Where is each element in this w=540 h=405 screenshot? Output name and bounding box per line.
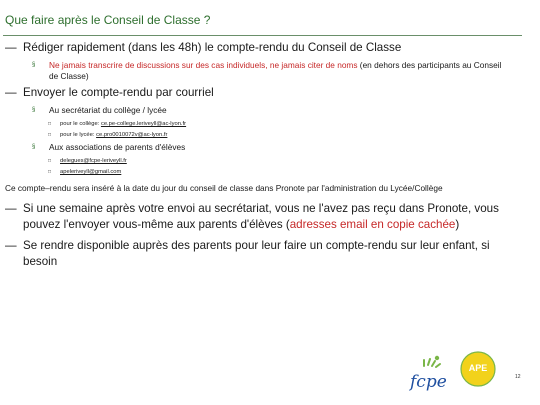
page-title: Que faire après le Conseil de Classe ? [5,13,211,27]
item-redact [5,41,525,55]
dash-marker: — [5,41,17,54]
fcpe-logo-icon [408,351,498,391]
bullet-marker: § [32,62,36,68]
note-extra-text: (en dehors des participants au Conseil de Classe) [49,60,502,81]
dash-marker: — [5,202,17,215]
note-warning-text: Ne jamais transcrire de discussions sur des cas individuels, ne jamais citer de noms [49,60,358,70]
fcpe-email-link[interactable]: delegues@fcpe-leriveyll.fr [60,158,127,164]
square-bullet-marker: □ [48,132,52,138]
college-email-line [5,120,525,129]
associations-text: Aux associations de parents d'élèves [49,142,186,152]
item-send-yourself-text: Si une semaine après votre envoi au secrétariat, vous ne l'avez pas reçu dans Pronote, vous pouvez l'envoyer vous-même aux parents d'élèves ( [23,202,499,231]
partner-logos [408,351,498,391]
college-label: pour le collège: [60,121,101,127]
dash-marker: — [5,239,17,252]
fcpe-wordmark: fcpe [410,372,447,391]
lycee-label: pour le lycée: [60,132,97,138]
slide-body [5,41,525,275]
lycee-email-link[interactable]: ce.pro0010072v@ac-lyon.fr [96,132,168,138]
bcc-highlight: adresses email en copie cachée [289,217,456,231]
square-bullet-marker: □ [48,169,52,175]
title-divider [3,35,522,36]
square-bullet-marker: □ [48,121,52,127]
item-redact-note [5,60,525,82]
ape-email-link[interactable]: apeleriveyll@gmail.com [60,169,122,175]
pronote-paragraph: Ce compte–rendu sera inséré à la date du jour du conseil de classe dans Pronote par l'administration du Lycée/Collège [5,183,443,193]
item-available [5,238,525,269]
ape-wordmark: APE [468,363,488,373]
item-send-associations [5,142,525,153]
page-number: 12 [515,374,521,380]
secretariat-text: Au secrétariat du collège / lycée [49,105,167,115]
ape-email-line [5,168,525,177]
college-email-link[interactable]: ce.pe-college.leriveyll@ac-lyon.fr [100,121,187,127]
item-send [5,86,525,100]
item-available-text: Se rendre disponible auprès des parents pour leur faire un compte-rendu sur leur enfant, si besoin [23,239,490,268]
fcpe-email-line [5,157,525,166]
bullet-marker: § [32,107,36,113]
bullet-marker: § [32,144,36,150]
square-bullet-marker: □ [48,158,52,164]
dash-marker: — [5,86,17,99]
item-send-text: Envoyer le compte-rendu par courriel [23,86,214,99]
lycee-email-line [5,131,525,140]
item-send-yourself-close: ) [455,217,460,231]
item-redact-text: Rédiger rapidement (dans les 48h) le compte-rendu du Conseil de Classe [23,41,402,54]
item-send-secretariat [5,105,525,116]
item-send-yourself [5,201,525,232]
